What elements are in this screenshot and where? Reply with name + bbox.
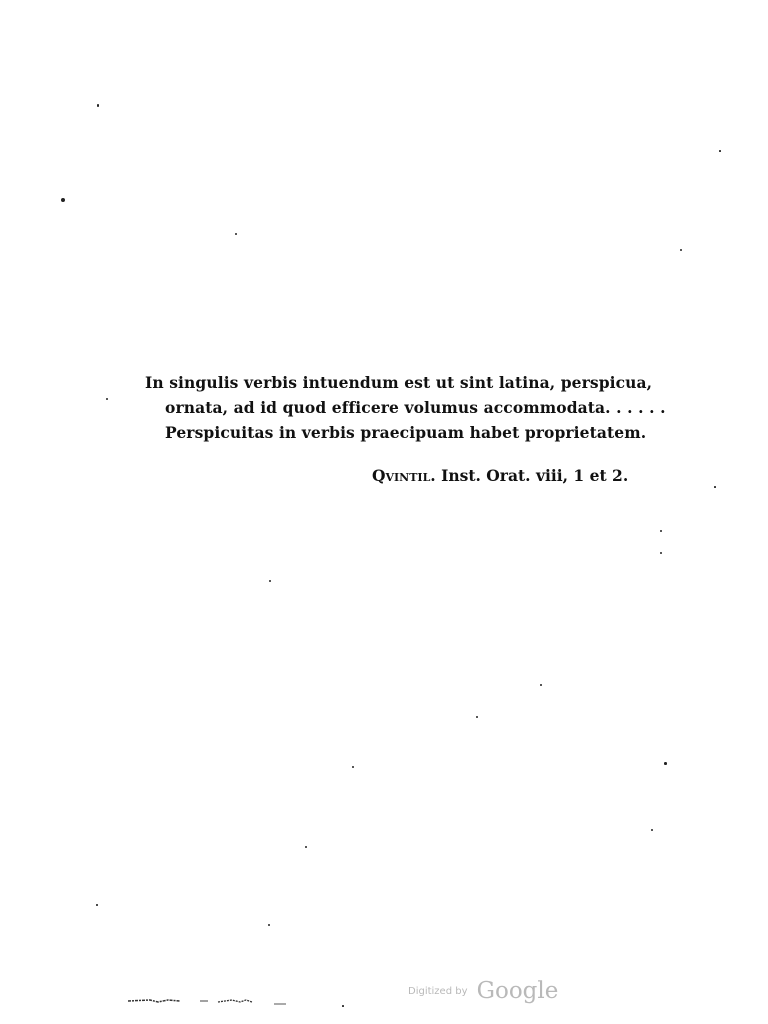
scan-speck <box>96 904 98 906</box>
epigraph-attribution <box>372 466 628 485</box>
scan-speck <box>342 1005 344 1007</box>
scan-speck <box>719 150 721 152</box>
scan-speck <box>540 684 542 686</box>
epigraph-quote <box>145 370 685 445</box>
watermark-prefix: Digitized by <box>408 985 468 997</box>
scan-speck <box>714 486 716 488</box>
attribution-reference: Inst. Orat. viii, 1 et 2. <box>441 466 629 485</box>
scan-speck <box>97 104 99 107</box>
scan-speck <box>235 233 237 235</box>
scan-speck <box>106 398 108 400</box>
scan-speck <box>660 530 662 532</box>
scan-smudge <box>128 996 288 1006</box>
scan-speck <box>269 580 271 582</box>
scan-speck <box>680 249 682 251</box>
epigraph-line: In singulis verbis intuendum est ut sint latina, perspicua, <box>145 373 653 392</box>
epigraph-line: Perspicuitas in verbis praecipuam habet proprietatem. <box>165 423 647 442</box>
scan-speck <box>268 924 270 926</box>
scan-speck <box>305 846 307 848</box>
watermark-brand: Google <box>476 978 559 1004</box>
scan-speck <box>61 198 65 202</box>
scan-speck <box>651 829 653 831</box>
epigraph-line: ornata, ad id quod efficere volumus accommodata. . . . . . <box>165 398 666 417</box>
attribution-author: Qvintil. <box>372 466 436 485</box>
digitization-watermark <box>408 978 558 1004</box>
scan-speck <box>664 762 667 765</box>
scan-speck <box>476 716 478 718</box>
scan-speck <box>352 766 354 768</box>
scan-speck <box>660 552 662 554</box>
